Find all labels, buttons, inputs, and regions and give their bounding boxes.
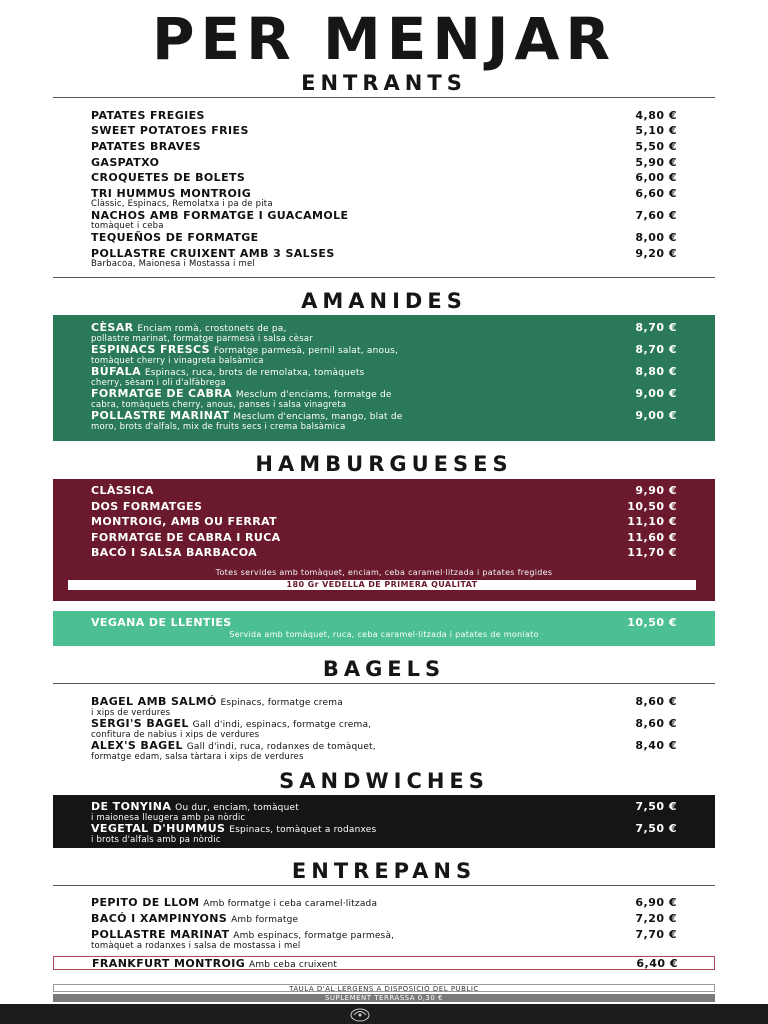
- divider: [53, 683, 715, 684]
- section-heading-bagels: BAGELS: [322, 657, 446, 681]
- page-title: PER MENJAR: [152, 5, 616, 73]
- list-item: VEGETAL D'HUMMUS Espinacs, tomàquet a rodanxes 7,50 € i brots d'alfals amb pa nòrdic: [91, 822, 677, 845]
- sandwiches-panel: [53, 795, 715, 848]
- frankfurt-highlight: [53, 956, 715, 970]
- list-item: DE TONYINA Ou dur, enciam, tomàquet 7,50 € i maionesa lleugera amb pa nòrdic: [91, 800, 677, 823]
- list-item: VEGANA DE LLENTIES 10,50 €: [91, 616, 677, 629]
- list-item: FORMATGE DE CABRA Mesclum d'enciams, formatge de 9,00 € cabra, tomàquets cherry, anous, panses i salsa vinagreta: [91, 387, 677, 410]
- list-item: DOS FORMATGES 10,50 €: [91, 500, 677, 513]
- list-item: PEPITO DE LLOM Amb formatge i ceba caramel·litzada 6,90 €: [91, 896, 677, 909]
- logo-icon: [340, 1005, 380, 1023]
- list-item: FORMATGE DE CABRA I RUCA 11,60 €: [91, 531, 677, 544]
- list-item: FRANKFURT MONTROIG Amb ceba cruixent 6,40 €: [92, 957, 678, 970]
- list-item: ALEX'S BAGEL Gall d'indi, ruca, rodanxes de tomàquet, 8,40 € formatge edam, salsa tàrtara i xips de verdures: [91, 739, 677, 762]
- divider: [53, 885, 715, 886]
- list-item: GASPATXO 5,90 €: [91, 156, 677, 169]
- section-heading-hamburgueses: HAMBURGUESES: [255, 452, 513, 476]
- amanides-panel: [53, 315, 715, 441]
- section-heading-sandwiches: SANDWICHES: [279, 769, 489, 793]
- list-item: SWEET POTATOES FRIES 5,10 €: [91, 124, 677, 137]
- list-item: TEQUEÑOS DE FORMATGE 8,00 €: [91, 231, 677, 244]
- list-item: POLLASTRE CRUIXENT AMB 3 SALSES 9,20 € Barbacoa, Maionesa i Mostassa i mel: [91, 247, 677, 269]
- list-item: PATATES FREGIES 4,80 €: [91, 109, 677, 122]
- list-item: CROQUETES DE BOLETS 6,00 €: [91, 171, 677, 184]
- footer-bar: [0, 1004, 768, 1024]
- section-heading-entrepans: ENTREPANS: [291, 859, 477, 883]
- list-item: BÚFALA Espinacs, ruca, brots de remolatxa, tomàquets 8,80 € cherry, sèsam i oli d'alfàbrega: [91, 365, 677, 388]
- list-item: BAGEL AMB SALMÓ Espinacs, formatge crema 8,60 € i xips de verdures: [91, 695, 677, 718]
- list-item: CÈSAR Enciam romà, crostonets de pa, 8,70 € pollastre marinat, formatge parmesà i salsa cèsar: [91, 321, 677, 344]
- hamburgueses-panel: [53, 479, 715, 601]
- list-item: POLLASTRE MARINAT Amb espinacs, formatge parmesà, 7,70 € tomàquet a rodanxes i salsa de mostassa i mel: [91, 928, 677, 951]
- section-heading-amanides: AMANIDES: [301, 289, 467, 313]
- allergens-notice: TAULA D'AL·LERGENS A DISPOSICIÓ DEL PÚBLIC: [53, 984, 715, 992]
- list-item: POLLASTRE MARINAT Mesclum d'enciams, mango, blat de 9,00 € moro, brots d'alfals, mix de fruits secs i crema balsàmica: [91, 409, 677, 432]
- surcharge-notice: SUPLEMENT TERRASSA 0,30 €: [53, 994, 715, 1002]
- list-item: NACHOS AMB FORMATGE I GUACAMOLE 7,60 € tomàquet i ceba: [91, 209, 677, 231]
- list-item: ESPINACS FRESCS Formatge parmesà, pernil salat, anous, 8,70 € tomàquet cherry i vinagreta balsàmica: [91, 343, 677, 366]
- list-item: TRI HUMMUS MONTROIG 6,60 € Clàssic, Espinacs, Remolatxa i pa de pita: [91, 187, 677, 209]
- vegana-note: Servida amb tomàquet, ruca, ceba caramel·litzada i patates de moniato: [229, 630, 539, 639]
- list-item: PATATES BRAVES 5,50 €: [91, 140, 677, 153]
- list-item: MONTROIG, AMB OU FERRAT 11,10 €: [91, 515, 677, 528]
- divider: [53, 97, 715, 98]
- burger-note: Totes servides amb tomàquet, enciam, ceba caramel·litzada i patates fregides: [215, 568, 553, 577]
- section-heading-entrants: ENTRANTS: [301, 71, 467, 95]
- divider: [53, 277, 715, 278]
- list-item: CLÀSSICA 9,90 €: [91, 484, 677, 497]
- list-item: BACÓ I SALSA BARBACOA 11,70 €: [91, 546, 677, 559]
- list-item: BACÓ I XAMPINYONS Amb formatge 7,20 €: [91, 912, 677, 925]
- list-item: SERGI'S BAGEL Gall d'indi, espinacs, formatge crema, 8,60 € confitura de nabius i xips de verdures: [91, 717, 677, 740]
- quality-badge: 180 Gr VEDELLA DE PRIMERA QUALITAT: [68, 580, 696, 590]
- vegana-panel: [53, 611, 715, 646]
